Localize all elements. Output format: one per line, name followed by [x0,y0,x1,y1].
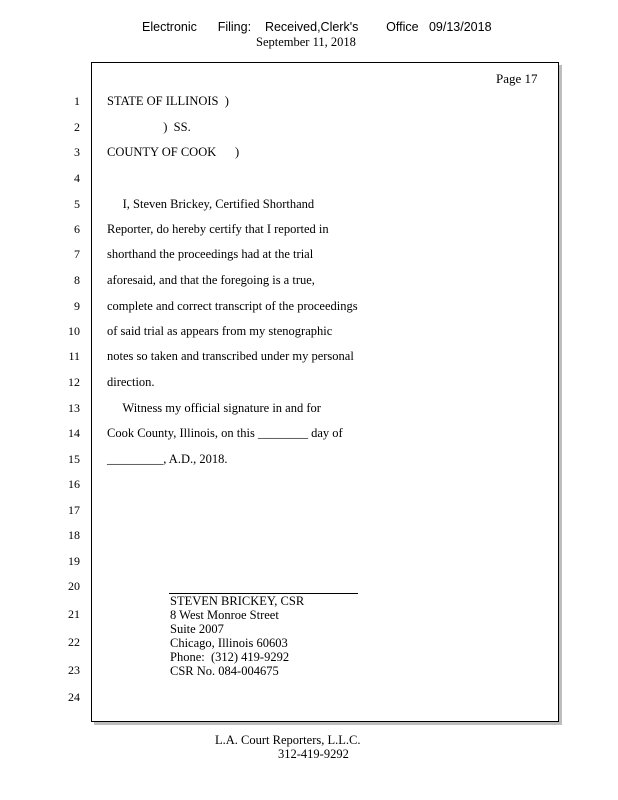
line-number: 21 [68,607,80,621]
transcript-line: Reporter, do hereby certify that I reported in [107,222,329,236]
line-number: 19 [68,554,80,568]
line-number: 10 [68,324,80,338]
transcript-line: COUNTY OF COOK ) [107,145,240,159]
reporter-name: STEVEN BRICKEY, CSR [170,594,305,608]
filing-date: September 11, 2018 [256,35,356,49]
transcript-page [91,62,559,722]
reporter-phone: Phone: (312) 419-9292 [170,650,290,664]
reporter-csr-number: CSR No. 084-004675 [170,664,279,678]
transcript-line: STATE OF ILLINOIS ) [107,94,229,108]
transcript-line: Witness my official signature in and for [107,401,321,415]
line-number: 2 [74,120,80,134]
transcript-line: aforesaid, and that the foregoing is a true, [107,273,315,287]
line-number: 14 [68,426,80,440]
line-number: 5 [74,197,80,211]
reporter-suite: Suite 2007 [170,622,224,636]
reporter-city: Chicago, Illinois 60603 [170,636,288,650]
footer-company: L.A. Court Reporters, L.L.C. [215,733,361,747]
page-number: Page 17 [496,71,538,86]
transcript-line: of said trial as appears from my stenographic [107,324,333,338]
line-number: 1 [74,94,80,108]
line-number: 11 [68,349,80,363]
line-number: 9 [74,299,80,313]
line-number: 24 [68,690,80,704]
line-number: 20 [68,579,80,593]
filing-stamp: Electronic Filing: Received,Clerk's Office 09/13/2018 [142,20,492,34]
transcript-line: direction. [107,375,155,389]
transcript-line: I, Steven Brickey, Certified Shorthand [107,197,315,211]
line-number: 8 [74,273,80,287]
line-number: 3 [74,145,80,159]
line-number: 12 [68,375,80,389]
line-number: 15 [68,452,80,466]
line-number: 4 [74,171,80,185]
transcript-line: shorthand the proceedings had at the trial [107,247,314,261]
line-number: 16 [68,477,80,491]
line-number: 6 [74,222,80,236]
line-number: 13 [68,401,80,415]
reporter-street: 8 West Monroe Street [170,608,279,622]
transcript-line: complete and correct transcript of the proceedings [107,299,358,313]
line-number: 23 [68,663,80,677]
transcript-line: _________, A.D., 2018. [107,452,228,466]
footer-phone: 312-419-9292 [278,747,349,761]
line-number: 17 [68,503,80,517]
line-number: 18 [68,528,80,542]
transcript-line: ) SS. [107,120,191,134]
transcript-line: Cook County, Illinois, on this ________ day of [107,426,343,440]
line-number: 7 [74,247,80,261]
transcript-line: notes so taken and transcribed under my personal [107,349,354,363]
line-number: 22 [68,635,80,649]
